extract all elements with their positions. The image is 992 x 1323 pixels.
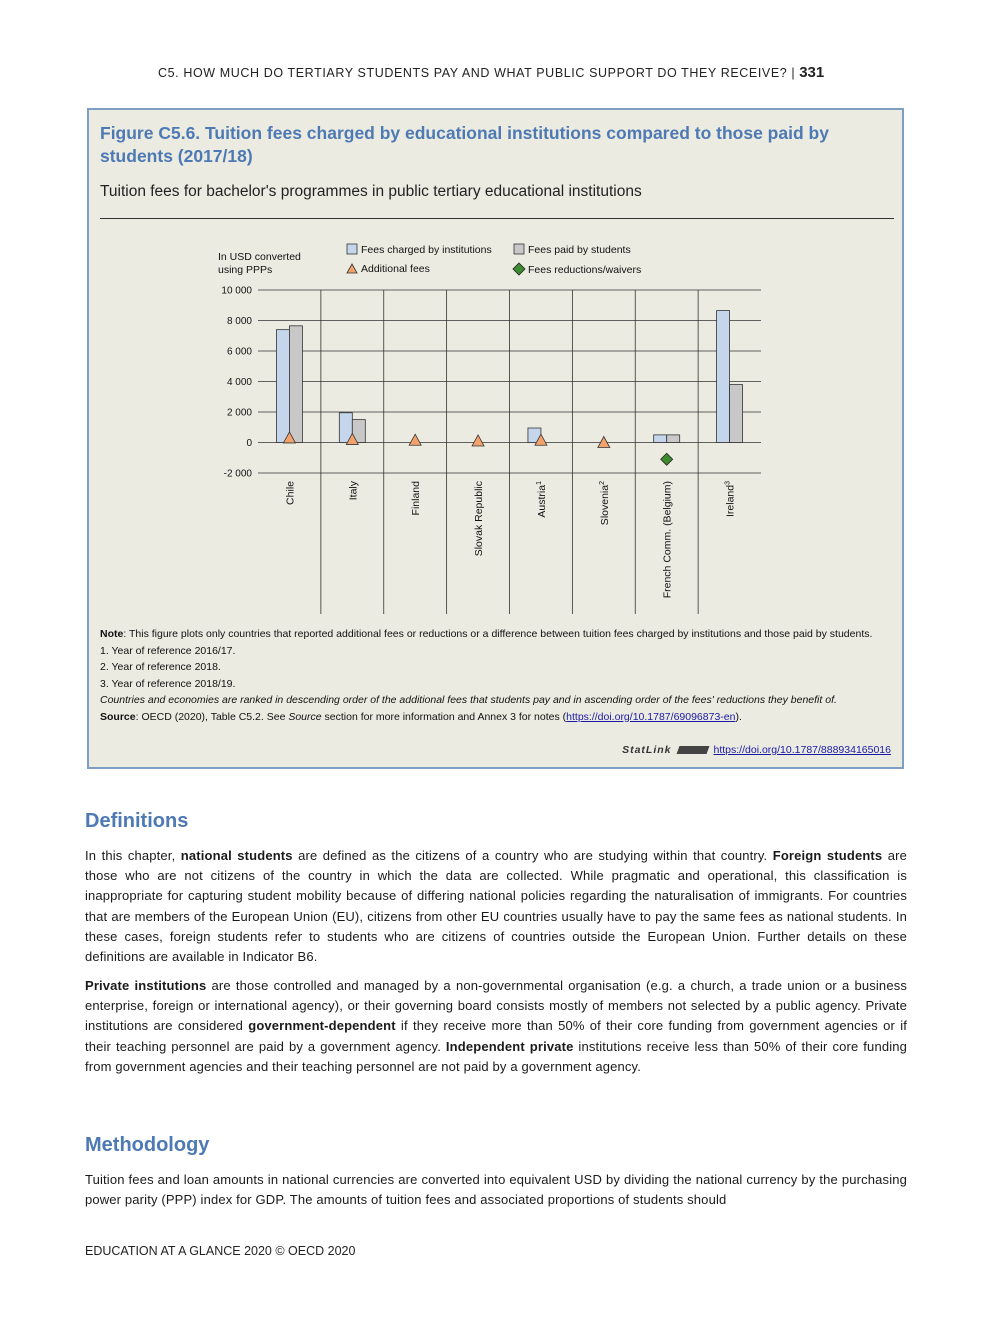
term-government-dependent: government-dependent: [248, 1018, 396, 1034]
note-text: : This figure plots only countries that reported additional fees or reductions or a difference between tuition fees charged by institutions and those paid by students.: [123, 628, 873, 640]
footnote-3: 3. Year of reference 2018/19.: [100, 677, 236, 690]
y-tick-label: 6 000: [226, 346, 252, 358]
bar: [654, 435, 667, 443]
text-run: institutions receive less than 50% of their core funding from government agencies and their teaching personnel are not paid by a government agency.: [85, 1038, 907, 1074]
text-run: are those who are not citizens of the country in which the data are collected. While pragmatic and operational, this classification is inappropriate for capturing student mobility because of differing national policies regarding the naturalisation of immigrants. For countries that are members of the European Union (EU), citizens from other EU countries usually have to pay the same fees as national students. In these cases, foreign students refer to students who are citizens of countries outside the European Union. Further details on these definitions are available in Indicator B6.: [85, 848, 907, 965]
text-run: are defined as the citizens of a country who are studying within that country.: [292, 848, 773, 863]
category-label: Chile: [284, 481, 297, 505]
legend-label-additional-fees: Additional fees: [361, 263, 430, 275]
legend-swatch-fees-paid: [514, 244, 524, 254]
definitions-paragraph-1: [85, 846, 907, 967]
bar: [730, 385, 743, 443]
source-italic: Source: [288, 710, 322, 723]
note-label: Note: [100, 628, 124, 640]
category-label: Finland: [410, 481, 423, 516]
methodology-paragraph-1: Tuition fees and loan amounts in national currencies are converted into equivalent USD by dividing the national currency by the purchasing power parity (PPP) index for GDP. The amounts of tuition fees and associated proportions of students should: [85, 1172, 907, 1208]
source-line: [100, 709, 900, 726]
bar: [717, 311, 730, 443]
y-axis-title-line1: In USD converted: [218, 251, 301, 263]
bar: [667, 435, 680, 443]
legend-swatch-fees-charged: [347, 244, 357, 254]
statlink-url[interactable]: https://doi.org/10.1787/888934165016: [713, 744, 891, 756]
source-text-2: section for more information and Annex 3 for notes (: [321, 710, 567, 723]
marker-additional-fees: [409, 434, 421, 445]
category-superscript: 3: [724, 481, 732, 485]
term-foreign-students: Foreign students: [772, 848, 883, 863]
definitions-heading: Definitions: [85, 810, 189, 832]
term-national-students: national students: [180, 848, 293, 863]
category-label: Slovenia$^2$: [598, 481, 611, 526]
y-tick-label: -2 000: [223, 468, 252, 480]
bar: [289, 326, 302, 443]
category-label: Slovak Republic: [473, 481, 486, 557]
page-footer: EDUCATION AT A GLANCE 2020 © OECD 2020: [85, 1244, 356, 1258]
term-private-institutions: Private institutions: [85, 978, 207, 993]
y-tick-label: 4 000: [226, 377, 252, 388]
statlink-logo-icon: [676, 746, 709, 754]
y-axis-title-line2: using PPPs: [218, 264, 273, 276]
source-text-3: ).: [735, 710, 742, 723]
figure-box: [87, 108, 904, 769]
source-text-1: : OECD (2020), Table C5.2. See: [135, 710, 289, 723]
footnote-1: 1. Year of reference 2016/17.: [100, 644, 236, 657]
y-tick-label: 2 000: [226, 407, 252, 419]
figure-notes: [100, 626, 900, 725]
legend-marker-additional-fees: [347, 264, 357, 273]
text-run: In this chapter,: [85, 848, 181, 863]
source-label: Source: [100, 710, 136, 723]
legend-label-fees-paid: Fees paid by students: [528, 244, 631, 256]
header-separator: |: [791, 66, 796, 80]
page-number: 331: [799, 64, 825, 81]
category-label: Italy: [347, 481, 360, 501]
y-tick-label: 10 000: [221, 285, 252, 297]
bar: [276, 330, 289, 443]
marker-reduction: [661, 453, 673, 465]
statlink-brand: StatLink: [622, 744, 672, 756]
y-tick-label: 0: [246, 438, 252, 449]
definitions-paragraph-2: [85, 976, 907, 1077]
figure-title: Figure C5.6. Tuition fees charged by educational institutions compared to those paid by students (2017/18): [100, 123, 829, 166]
ranking-note: Countries and economies are ranked in descending order of the additional fees that students pay and in ascending order of the fees' reductions they benefit of.: [100, 694, 837, 706]
source-link[interactable]: https://doi.org/10.1787/69096873-en: [566, 710, 736, 723]
term-independent-private: Independent private: [445, 1038, 574, 1054]
footnote-2: 2. Year of reference 2018.: [100, 661, 221, 673]
running-title: C5. HOW MUCH DO TERTIARY STUDENTS PAY AND WHAT PUBLIC SUPPORT DO THEY RECEIVE?: [158, 66, 788, 80]
text-run: if they receive more than 50% of their core funding from government agencies or if their teaching personnel are paid by a government agency.: [85, 1018, 907, 1054]
legend-label-reductions: Fees reductions/waivers: [528, 264, 642, 276]
legend-label-fees-charged: Fees charged by institutions: [361, 244, 492, 256]
tuition-fees-chart: [89, 110, 902, 620]
methodology-heading: Methodology: [85, 1134, 210, 1156]
category-label: Ireland$^3$: [724, 481, 737, 518]
category-label: Austria$^1$: [535, 481, 548, 518]
figure-subtitle: Tuition fees for bachelor's programmes in public tertiary educational institutions: [100, 183, 642, 200]
text-run: are those controlled and managed by a non-governmental organisation (e.g. a church, a trade union or a business enterprise, foreign or international agency), or their governing board consists mostly of members not selected by a public agency. Private institutions are considered: [85, 978, 907, 1034]
category-superscript: 1: [535, 481, 543, 485]
statlink: [622, 744, 891, 756]
category-superscript: 2: [598, 481, 606, 485]
legend-marker-reductions: [513, 263, 525, 275]
marker-additional-fees: [472, 435, 484, 446]
note-line: [100, 626, 900, 643]
y-tick-label: 8 000: [226, 316, 252, 327]
running-header: [158, 64, 906, 81]
plot-area: [221, 286, 761, 615]
category-label: French Comm. (Belgium): [661, 481, 674, 599]
marker-additional-fees: [598, 437, 610, 448]
